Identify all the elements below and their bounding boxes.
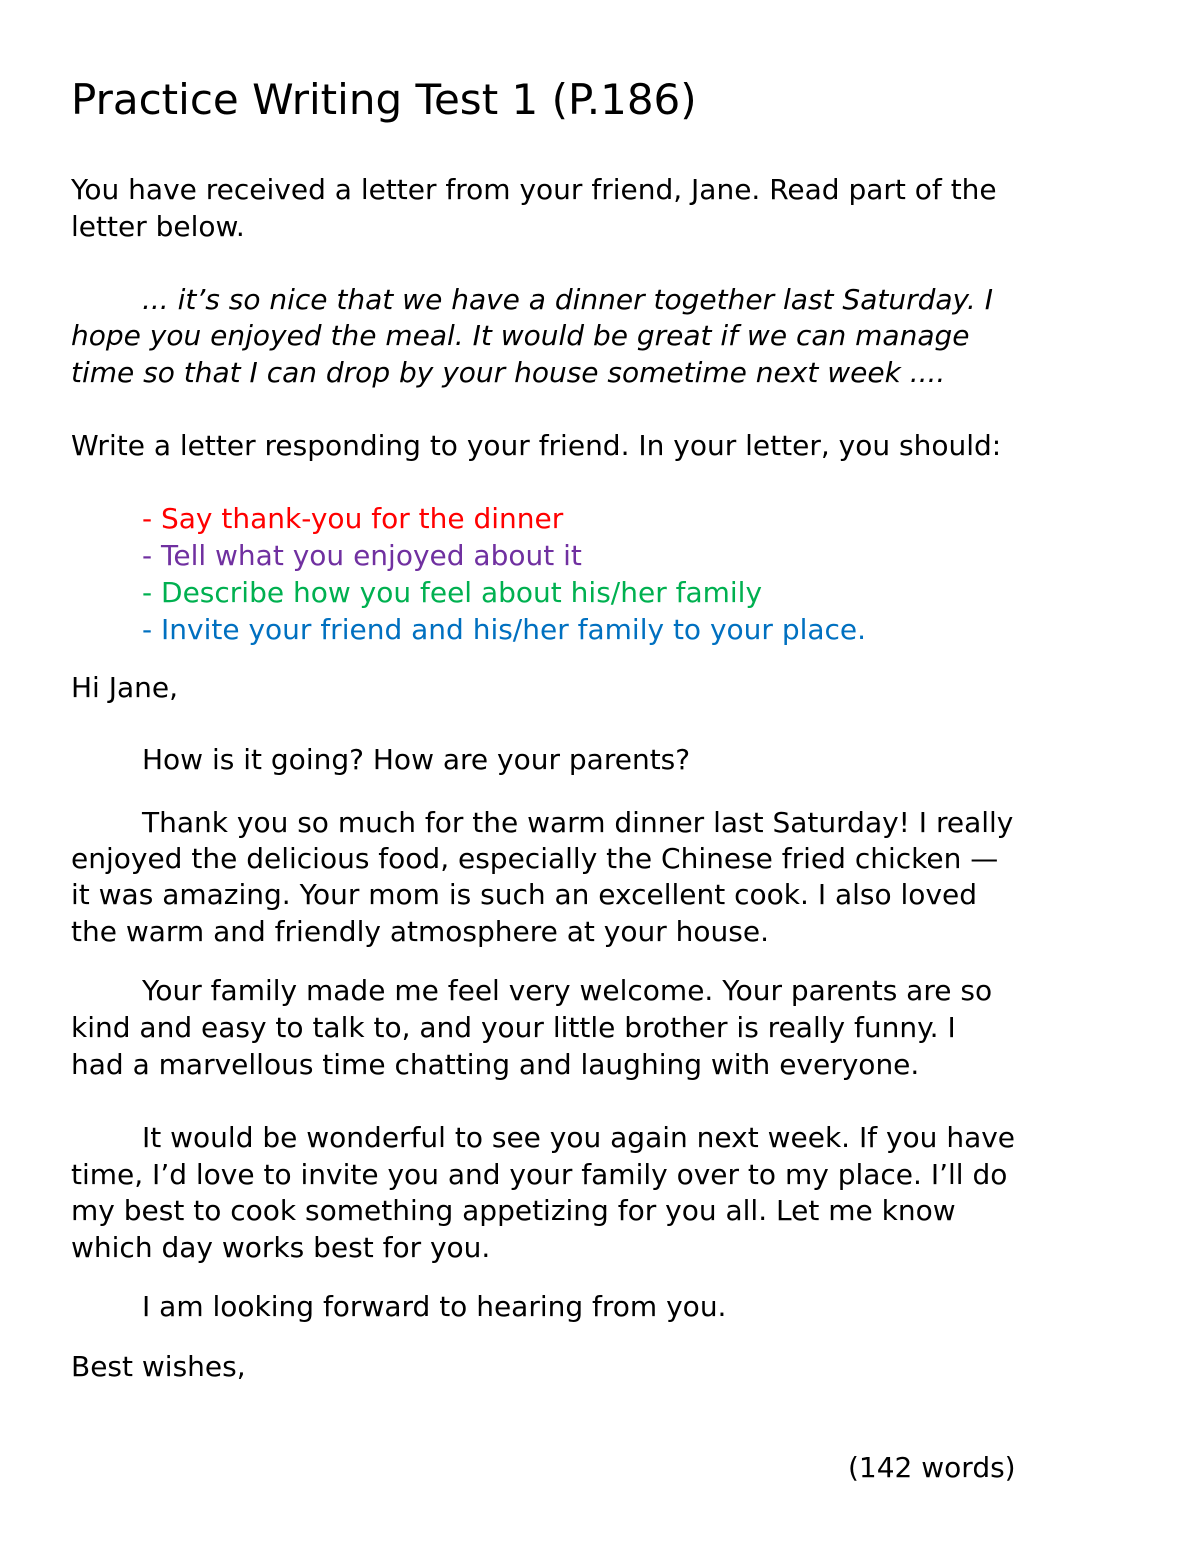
letter-greeting: Hi Jane, — [71, 671, 179, 704]
letter-paragraph-2-line-3: it was amazing. Your mom is such an excellent cook. I also loved — [71, 878, 978, 911]
letter-paragraph-4-line-4: which day works best for you. — [71, 1231, 491, 1264]
instruction-text: Write a letter responding to your friend. In your letter, you should: — [71, 429, 1002, 462]
excerpt-line-2: hope you enjoyed the meal. It would be great if we can manage — [71, 319, 970, 352]
letter-paragraph-2-line-1: Thank you so much for the warm dinner last Saturday! I really — [142, 806, 1014, 839]
letter-paragraph-2-line-4: the warm and friendly atmosphere at your house. — [71, 915, 769, 948]
excerpt-line-3: time so that I can drop by your house sometime next week .... — [71, 356, 946, 389]
letter-paragraph-2-line-2: enjoyed the delicious food, especially the Chinese fried chicken — — [71, 842, 999, 875]
letter-paragraph-4-line-3: my best to cook something appetizing for you all. Let me know — [71, 1194, 956, 1227]
page-title: Practice Writing Test 1 (P.186) — [71, 75, 697, 124]
task-item-family: - Describe how you feel about his/her family — [142, 576, 763, 609]
letter-closing: Best wishes, — [71, 1350, 246, 1383]
excerpt-line-1: ... it’s so nice that we have a dinner together last Saturday. I — [142, 283, 993, 316]
letter-paragraph-4-line-2: time, I’d love to invite you and your family over to my place. I’ll do — [71, 1158, 1008, 1191]
word-count: (142 words) — [848, 1451, 1016, 1484]
letter-paragraph-1-line-1: How is it going? How are your parents? — [142, 743, 691, 776]
task-item-invite: - Invite your friend and his/her family to your place. — [142, 613, 867, 646]
letter-paragraph-3-line-3: had a marvellous time chatting and laughing with everyone. — [71, 1048, 920, 1081]
intro-line-2: letter below. — [71, 210, 245, 243]
task-item-enjoyed: - Tell what you enjoyed about it — [142, 539, 582, 572]
task-item-thank: - Say thank-you for the dinner — [142, 502, 564, 535]
letter-paragraph-3-line-2: kind and easy to talk to, and your little brother is really funny. I — [71, 1011, 956, 1044]
intro-line-1: You have received a letter from your friend, Jane. Read part of the — [71, 173, 997, 206]
letter-paragraph-3-line-1: Your family made me feel very welcome. Your parents are so — [142, 974, 993, 1007]
letter-paragraph-4-line-1: It would be wonderful to see you again next week. If you have — [142, 1121, 1016, 1154]
letter-paragraph-5-line-1: I am looking forward to hearing from you. — [142, 1290, 727, 1323]
